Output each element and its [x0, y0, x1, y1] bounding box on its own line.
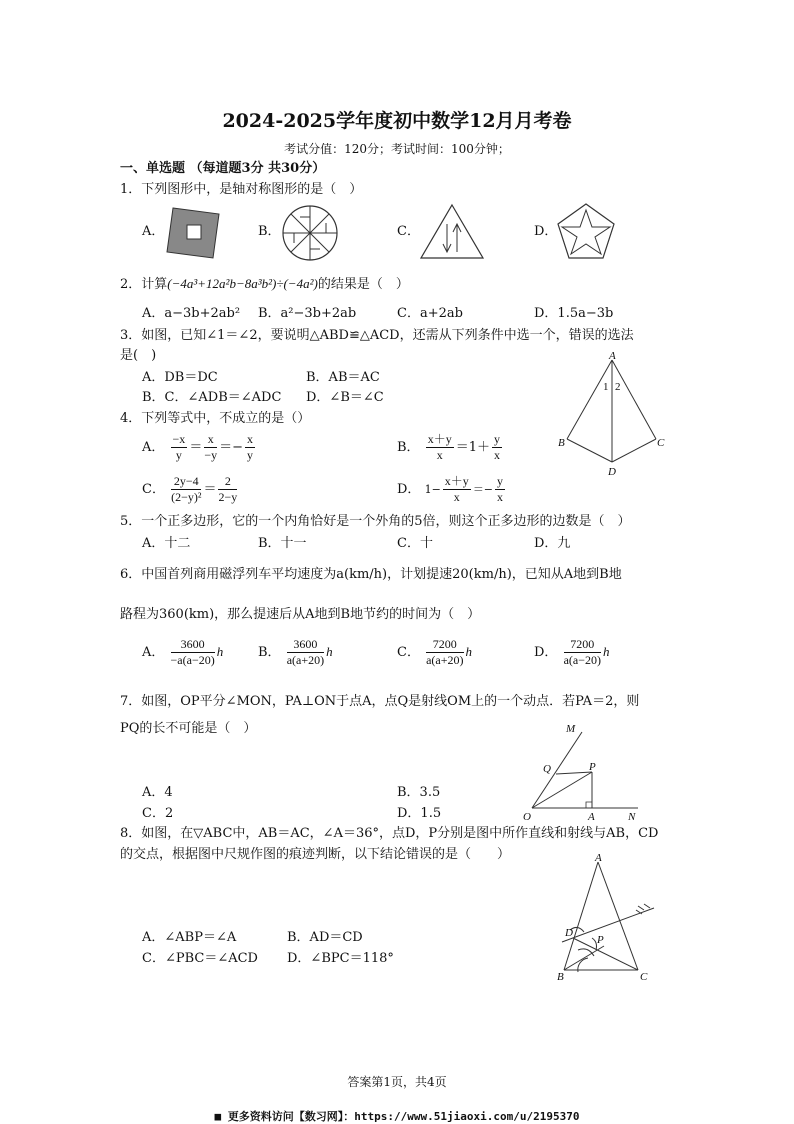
q2-option-b: B．a²−3b+2ab [258, 306, 357, 321]
q3-stem-line2: 是( ) [120, 348, 157, 363]
q4-b-f2-num: y [494, 432, 500, 446]
q4-a-f3-num: x [247, 432, 254, 446]
q3-option-d: D．∠B＝∠C [306, 390, 384, 405]
q4-d-frac2 [495, 474, 505, 505]
q7-option-b: B．3.5 [397, 785, 441, 800]
q2-option-d: D．1.5a−3b [534, 306, 614, 321]
q4-c-frac1 [171, 474, 201, 505]
q5-option-b: B．十一 [258, 536, 307, 551]
q7-stem-line2: PQ的长不可能是（ ） [120, 721, 257, 736]
q6-stem-line2: 路程为360(km)，那么提速后从A地到B地节约的时间为（ ） [120, 607, 481, 622]
q4-a-frac3 [245, 432, 255, 463]
q7-label-p: P [589, 761, 596, 773]
q6-a-label: A． [142, 645, 165, 660]
q6-a-unit: h [216, 644, 224, 659]
q3-label-2: 2 [615, 381, 621, 393]
q6-option-b [258, 637, 333, 668]
q4-b-frac1 [426, 432, 454, 463]
q1-option-a-label: A． [142, 224, 165, 239]
q8-option-d: D．∠BPC＝118° [287, 951, 394, 966]
q4-option-b [397, 432, 504, 463]
q4-a-frac1 [171, 432, 188, 463]
q4-b-f1-num: x＋y [427, 432, 452, 446]
q6-b-frac [287, 637, 324, 668]
q4-c-f2-num: 2 [218, 474, 237, 490]
rotated-square-icon [163, 202, 225, 262]
q6-stem-line1: 6．中国首列商用磁浮列车平均速度为a(km/h)，计划提速20(km/h)，已知从A地到B地 [120, 567, 622, 582]
q8-label-b: B [557, 971, 564, 982]
q6-a-frac [171, 637, 215, 668]
q4-a-f1-den: y [175, 448, 182, 462]
q6-d-den: a(a−20) [563, 653, 601, 667]
q4-c-frac2 [218, 474, 237, 505]
q7-label-m: M [566, 723, 576, 735]
q6-d-label: D． [534, 645, 558, 660]
q6-b-den: a(a+20) [286, 653, 325, 667]
q4-d-f1-den: x [453, 490, 460, 504]
q3-option-b: B．AB＝AC [306, 370, 380, 385]
q6-b-unit: h [326, 644, 333, 659]
q3-label-b: B [558, 437, 565, 449]
q4-d-frac1 [443, 474, 471, 505]
q3-stem-line1: 3．如图，已知∠1＝∠2，要说明△ABD≌△ACD，还需从下列条件中选一个，错误的选法 [120, 328, 634, 343]
q4-d-f2-num: y [497, 474, 504, 488]
q7-stem-line1: 7．如图，OP平分∠MON，PA⊥ON于点A，点Q是射线OM上的一个动点．若PA＝2，则 [120, 694, 640, 709]
q6-d-frac [564, 637, 601, 668]
q6-c-label: C． [397, 645, 420, 660]
q1-stem: 1．下列图形中，是轴对称图形的是（ ） [120, 182, 363, 197]
q6-b-label: B． [258, 645, 281, 660]
q4-d-label: D． [397, 482, 421, 497]
pinwheel-circle-icon [280, 203, 340, 263]
q4-c-f1-num: 2y−4 [171, 474, 201, 490]
q5-option-a: A．十二 [142, 536, 191, 551]
q6-c-unit: h [465, 644, 473, 659]
q4-d-eq: ＝− [472, 483, 494, 496]
arrow-triangle-icon [418, 202, 486, 262]
q4-a-f1-num: −x [172, 432, 186, 446]
q4-d-pre: 1− [424, 483, 441, 496]
q3-label-a: A [609, 350, 616, 362]
q6-d-unit: h [603, 644, 610, 659]
q6-d-num: 7200 [564, 637, 601, 653]
q8-stem-line1: 8．如图，在▽ABC中，AB＝AC，∠A＝36°，点D，P分别是图中所作直线和射线与AB，CD [120, 826, 659, 841]
q4-option-d [397, 474, 507, 505]
q3-option-a: A．DB＝DC [142, 370, 218, 385]
q3-label-c: C [657, 437, 665, 449]
q6-c-den: a(a+20) [426, 653, 464, 667]
q3-option-c: B．C．∠ADB＝∠ADC [142, 390, 282, 405]
q8-option-c: C．∠PBC＝∠ACD [142, 951, 258, 966]
q8-construction-figure [548, 850, 663, 982]
q7-angle-figure [516, 720, 646, 824]
q2-stem-post: 的结果是（ ） [317, 277, 409, 292]
q4-a-frac2 [204, 432, 217, 463]
q8-label-a: A [595, 852, 602, 864]
q1-option-d-label: D． [534, 224, 558, 239]
q2-expression: (−4a³+12a²b−8a³b²)÷(−4a²) [167, 276, 318, 291]
q7-option-a: A．4 [142, 785, 173, 800]
q4-d-f1-num: x＋y [444, 474, 469, 488]
q6-option-a [142, 637, 223, 668]
q8-option-a: A．∠ABP＝∠A [142, 930, 237, 945]
q7-label-q: Q [543, 763, 551, 775]
q7-label-n: N [628, 811, 636, 823]
q1-option-c-label: C． [397, 224, 420, 239]
q7-label-o: O [523, 811, 531, 823]
q6-c-frac [426, 637, 463, 668]
q5-option-c: C．十 [397, 536, 433, 551]
q5-stem: 5．一个正多边形，它的一个内角恰好是一个外角的5倍，则这个正多边形的边数是（ ） [120, 514, 631, 529]
q4-a-f2-num: x [204, 432, 217, 448]
q4-c-eq: ＝ [203, 482, 217, 497]
q2-option-c: C．a+2ab [397, 306, 463, 321]
q3-label-1: 1 [603, 381, 609, 393]
q6-c-num: 7200 [426, 637, 463, 653]
q4-b-eq: ＝1＋ [455, 440, 490, 455]
q4-a-f2-den: −y [204, 448, 218, 462]
q4-b-frac2 [492, 432, 502, 463]
q3-kite-figure [553, 350, 673, 480]
q8-stem-line2: 的交点，根据图中尺规作图的痕迹判断，以下结论错误的是（ ） [120, 847, 511, 862]
q4-a-eq2: ＝− [219, 440, 244, 455]
q4-b-label: B． [397, 440, 420, 455]
q4-a-f3-den: y [247, 448, 254, 462]
q6-b-num: 3600 [287, 637, 324, 653]
page-title: 2024-2025学年度初中数学12月月考卷 [222, 110, 572, 132]
q4-stem: 4．下列等式中，不成立的是（） [120, 411, 311, 426]
q4-c-label: C． [142, 482, 165, 497]
star-pentagon-icon [554, 200, 618, 264]
q6-option-d [534, 637, 610, 668]
q4-a-label: A． [142, 440, 165, 455]
q8-label-d: D [565, 927, 573, 939]
q7-option-c: C．2 [142, 806, 174, 821]
q5-option-d: D．九 [534, 536, 571, 551]
section-heading: 一、单选题 （每道题3分 共30分） [120, 161, 326, 176]
page-footer: 答案第1页，共4页 [347, 1075, 447, 1089]
q8-option-b: B．AD＝CD [287, 930, 363, 945]
q7-label-a: A [588, 811, 595, 823]
q4-b-f2-den: x [494, 448, 500, 462]
q2-option-a: A．a−3b+2ab² [142, 306, 241, 321]
q6-a-num: 3600 [171, 637, 215, 653]
q8-label-p: P [597, 934, 604, 946]
promo-link[interactable]: ■ 更多资料访问【数习网】：https://www.51jiaoxi.com/u/2195370 [214, 1110, 580, 1123]
q6-option-c [397, 637, 472, 668]
q4-c-f2-den: 2−y [218, 490, 238, 504]
q1-option-b-label: B． [258, 224, 281, 239]
q3-label-d: D [608, 466, 616, 478]
q4-a-eq1: ＝ [189, 440, 203, 455]
exam-info: 考试分值：120分；考试时间：100分钟； [284, 142, 510, 156]
q4-d-f2-den: x [497, 490, 504, 504]
q8-label-c: C [640, 971, 648, 982]
q4-b-f1-den: x [436, 448, 443, 462]
q2-stem-pre: 2．计算 [120, 277, 168, 292]
q4-option-c [142, 474, 239, 505]
q4-option-a [142, 432, 257, 463]
q4-c-f1-den: (2−y)² [171, 490, 202, 504]
q2-stem [120, 275, 409, 294]
q7-option-d: D．1.5 [397, 806, 442, 821]
q6-a-den: −a(a−20) [170, 653, 215, 667]
